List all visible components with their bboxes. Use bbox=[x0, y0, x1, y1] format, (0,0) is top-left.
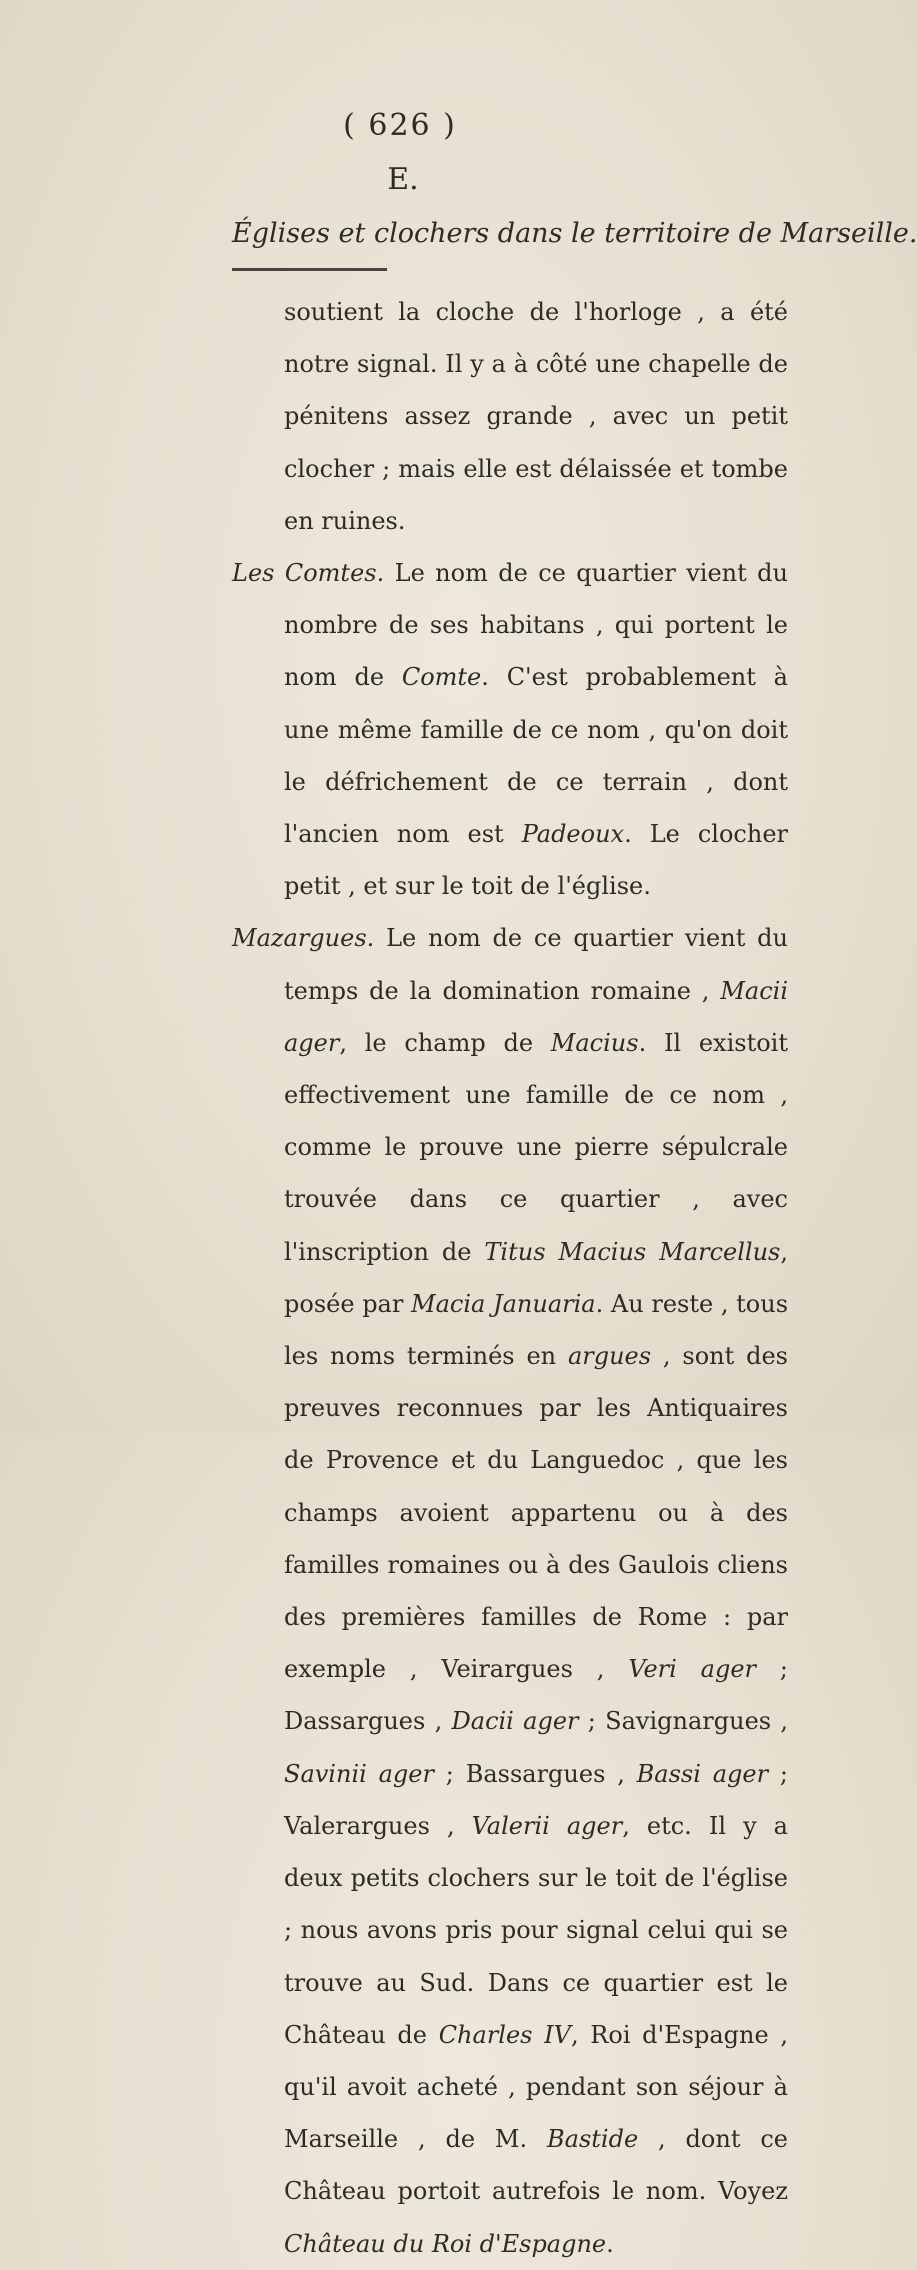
body-text-run: ; Dassargues , bbox=[284, 1655, 788, 1736]
italic-text: Macius bbox=[550, 1028, 639, 1057]
italic-text: Titus Macius Marcellus bbox=[484, 1237, 781, 1266]
body-text-run: ; Bassargues , bbox=[433, 1759, 637, 1788]
body-text-run: , etc. Il y a deux petits clochers sur le toit de l'église ; nous avons pris pour signal celui qui se trouve au Sud. Dans ce quartier est le Château de bbox=[284, 1811, 788, 2049]
italic-text: Bassi ager bbox=[636, 1759, 769, 1788]
body-text-run: . C'est probablement à une même famille de ce nom , qu'on doit le défrichement de ce terrain , dont l'ancien nom est bbox=[284, 663, 788, 849]
continuation-paragraph: soutient la cloche de l'horloge , a été notre signal. Il y a à côté une chapelle de pénitens assez grande , avec un petit clocher ; mais elle est délaissée et tombe en ruines. bbox=[284, 298, 788, 535]
entry-body bbox=[284, 559, 788, 900]
page-number: ( 626 ) bbox=[343, 108, 457, 143]
italic-text: Valerii ager bbox=[471, 1811, 623, 1840]
body-text-run: . Au reste , tous les noms terminés en bbox=[284, 1289, 789, 1371]
italic-text: Dacii ager bbox=[451, 1707, 579, 1736]
italic-text: Veri ager bbox=[628, 1655, 757, 1684]
entry-term: Mazargues. bbox=[232, 924, 375, 953]
italic-text: Padeoux bbox=[521, 820, 625, 849]
body-text-run: ; Valerargues , bbox=[284, 1759, 788, 1840]
body-text-run: . Le clocher petit , et sur le toit de l'église. bbox=[284, 820, 789, 901]
running-title: Églises et clochers dans le territoire de Marseille. bbox=[232, 218, 917, 249]
italic-text: argues bbox=[567, 1342, 652, 1371]
body-text-run: Le nom de ce quartier vient du nombre de ses habitans , qui portent le nom de bbox=[284, 559, 788, 692]
italic-text: Bastide bbox=[547, 2125, 639, 2154]
body-text-run: , dont ce Château portoit autrefois le nom. Voyez bbox=[284, 2125, 788, 2206]
body-text-run: , Roi d'Espagne , qu'il avoit acheté , pendant son séjour à Marseille , de M. bbox=[284, 2020, 788, 2154]
body-text-run: . bbox=[606, 2229, 614, 2258]
italic-text: Charles IV bbox=[438, 2020, 571, 2049]
title-rule bbox=[232, 268, 387, 271]
body-text-run: , posée par bbox=[284, 1237, 788, 1318]
italic-text: Savinii ager bbox=[284, 1759, 434, 1788]
body-text bbox=[232, 286, 788, 2270]
body-text-run: Le nom de ce quartier vient du temps de la domination romaine , bbox=[284, 924, 788, 1005]
entry-paragraph-les-comtes bbox=[232, 547, 788, 912]
entry-term: Les Comtes. bbox=[232, 559, 385, 588]
italic-text: Macia Januaria bbox=[411, 1289, 596, 1318]
italic-text: Macii ager bbox=[284, 976, 788, 1057]
entry-paragraph-mazargues bbox=[232, 912, 788, 2269]
body-text-run: ; Savignargues , bbox=[578, 1707, 788, 1736]
section-letter: E. bbox=[387, 162, 419, 197]
body-text-run: . Il existoit effectivement une famille de ce nom , comme le prouve une pierre sépulcrale trouvée dans ce quartier , avec l'inscription de bbox=[284, 1028, 788, 1266]
entry-body bbox=[284, 924, 788, 2257]
body-text-run: , le champ de bbox=[339, 1028, 551, 1057]
italic-text: Comte bbox=[401, 663, 482, 692]
body-text-run: , sont des preuves reconnues par les Antiquaires de Provence et du Languedoc , que les champs avoient appartenu ou à des familles romaines ou à des Gaulois cliens des premières familles de Rome : par exemple , Veirargues , bbox=[284, 1342, 788, 1684]
italic-text: Château du Roi d'Espagne bbox=[284, 2229, 607, 2258]
